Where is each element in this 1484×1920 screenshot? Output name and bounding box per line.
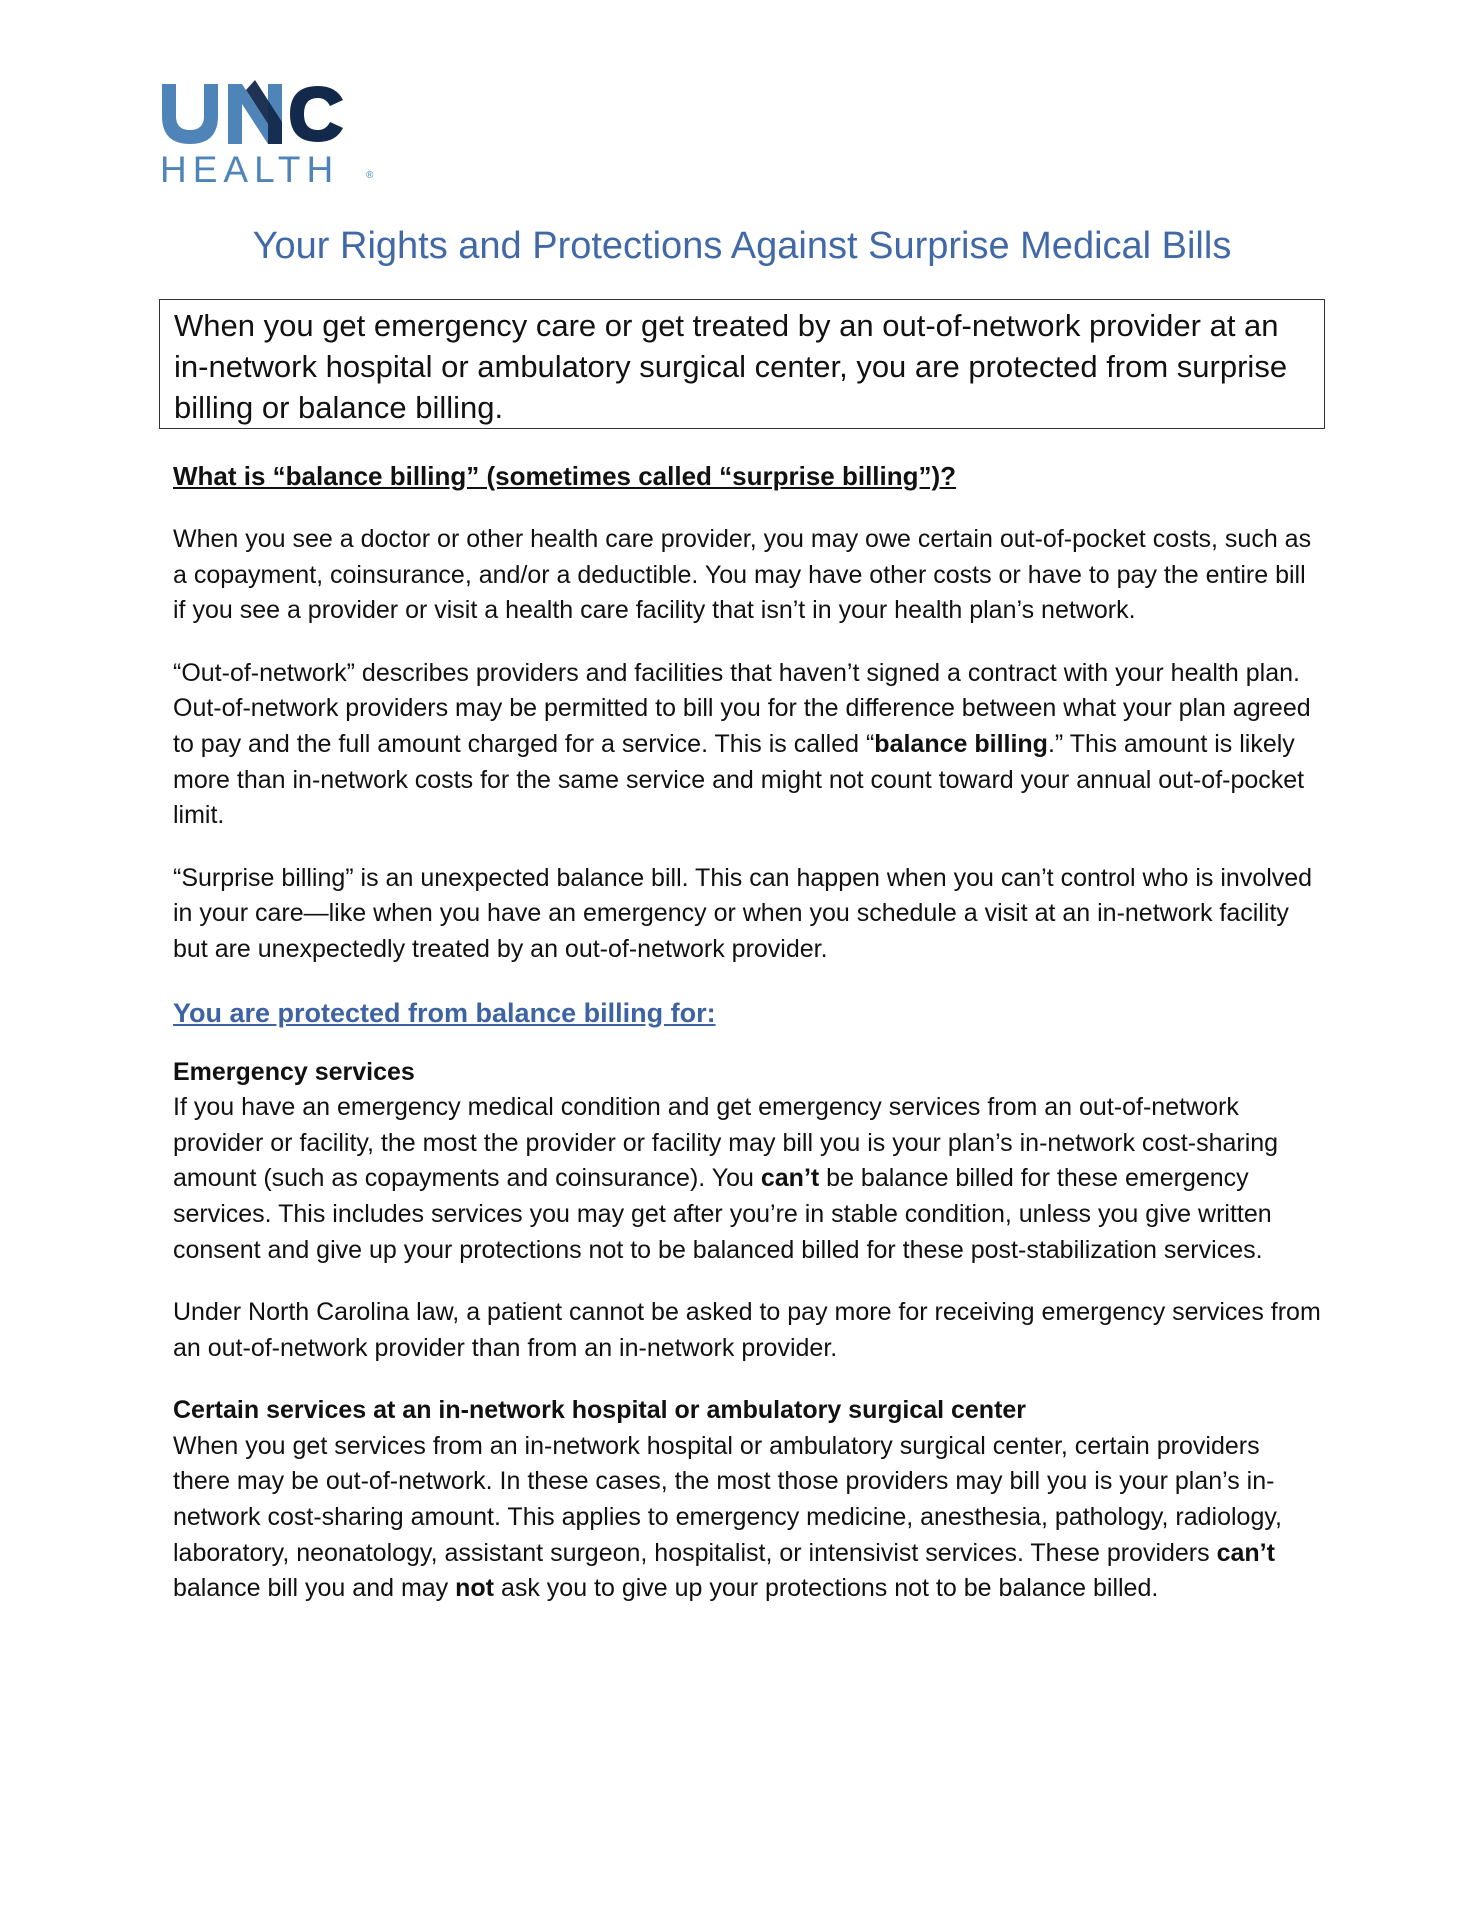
surprise-billing-paragraph: “Surprise billing” is an unexpected balance bill. This can happen when you can’t control who is involved in your care—like when you have an emergency or when you schedule a visit at an in-network facility but are unexpectedly treated by an out-of-network provider. — [173, 863, 1313, 963]
bold-term: balance billing — [874, 729, 1048, 758]
text-span: When you get services from an in-network hospital or ambulatory surgical center, certain providers there may be out-of-network. In these cases, the most those providers may bill you is your plan’s in-network cost-sharing amount. This applies to emergency medicine, anesthesia, pathology, radiology, laboratory, neonatology, assistant surgeon, hospitalist, or intensivist services. These providers — [173, 1431, 1282, 1567]
text-span: .” This amount is likely more than in-network costs for the same service and might not count toward your annual out-of-pocket limit. — [173, 729, 1305, 830]
text-span: balance bill you and may — [173, 1574, 456, 1603]
bold-term: can’t — [760, 1164, 820, 1193]
in-network-facility-subheading: Certain services at an in-network hospital or ambulatory surgical center — [173, 1396, 1027, 1425]
logo-registered-mark: ® — [366, 170, 374, 181]
text-span: be balance billed for these emergency services. This includes services you may get after you’re in stable condition, unless you give written consent and give up your protections not to be balanced billed for these post-stabilization services. — [173, 1164, 1272, 1264]
bold-term: can’t — [1216, 1538, 1275, 1567]
logo-health-text: HEALTH — [160, 149, 340, 188]
unc-health-logo — [160, 78, 382, 188]
text-span: If you have an emergency medical condition and get emergency services from an out-of-network provider or facility, the most the provider or facility may bill you is your plan’s in-network cost-sharing amount (such as copayments and coinsurance). You — [173, 1093, 1279, 1193]
in-network-facility-paragraph — [173, 1393, 1323, 1607]
balance-billing-heading: What is “balance billing” (sometimes called “surprise billing”)? — [173, 461, 957, 491]
text-span: “Out-of-network” describes providers and facilities that haven’t signed a contract with your health plan. Out-of-network providers may be permitted to bill you for the difference between what your plan agreed to pay and the full amount charged for a service. This is called “ — [173, 658, 1311, 758]
emergency-services-subheading: Emergency services — [173, 1057, 415, 1086]
document-body — [173, 458, 1323, 1634]
bold-term: not — [455, 1574, 494, 1603]
out-of-network-paragraph — [173, 656, 1323, 834]
nc-law-paragraph: Under North Carolina law, a patient cannot be asked to pay more for receiving emergency services from an out-of-network provider than from an in-network provider. — [173, 1298, 1321, 1362]
out-of-pocket-paragraph: When you see a doctor or other health care provider, you may owe certain out-of-pocket costs, such as a copayment, coinsurance, and/or a deductible. You may have other costs or have to pay the entire bill if you see a provider or visit a health care facility that isn’t in your health plan’s network. — [173, 525, 1312, 625]
intro-callout-box — [159, 299, 1325, 429]
text-span: ask you to give up your protections not to be balance billed. — [494, 1574, 1159, 1603]
protections-heading: You are protected from balance billing for: — [173, 997, 716, 1028]
document-title: Your Rights and Protections Against Surprise Medical Bills — [252, 225, 1232, 267]
emergency-services-paragraph — [173, 1055, 1323, 1269]
intro-text: When you get emergency care or get treated by an out-of-network provider at an in-network hospital or ambulatory surgical center, you are protected from surprise billing or balance billing. — [174, 308, 1288, 425]
